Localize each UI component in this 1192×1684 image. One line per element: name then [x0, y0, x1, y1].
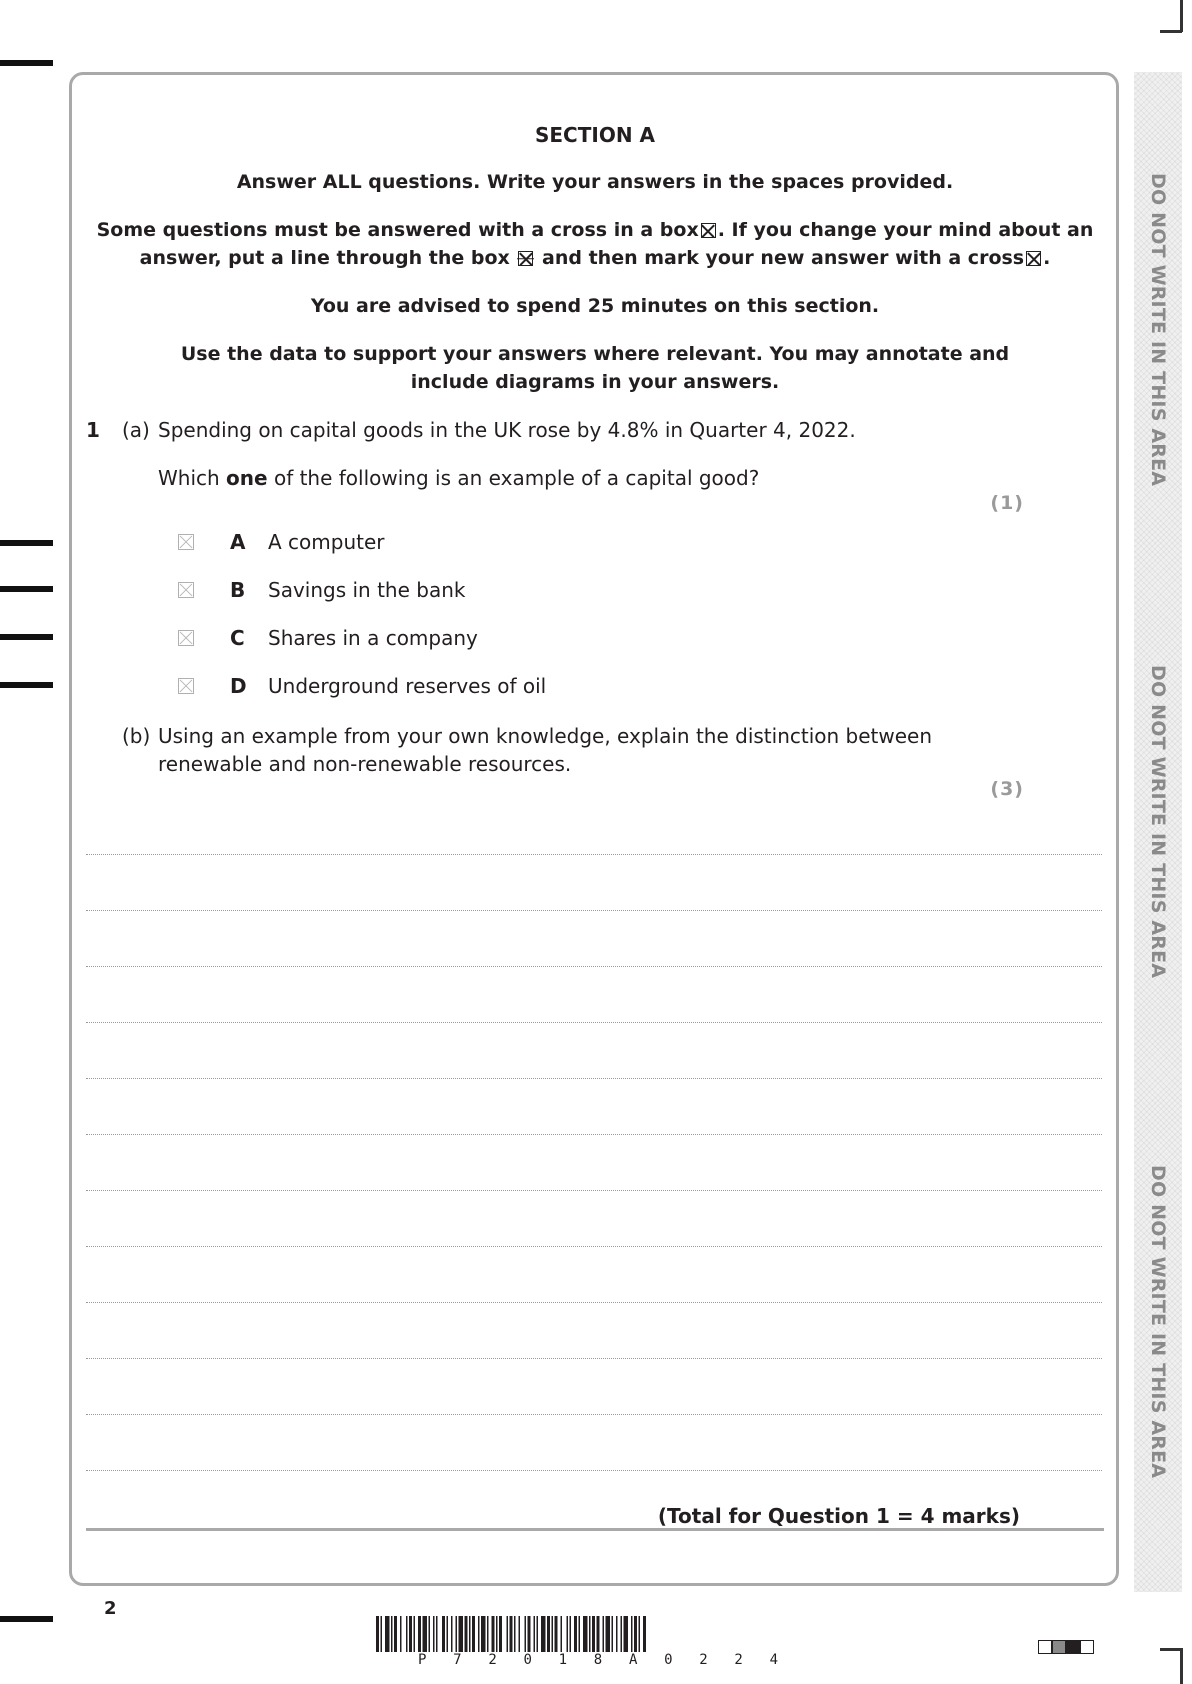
barcode-bar	[510, 1616, 513, 1652]
barcode-bar	[583, 1616, 588, 1652]
crossed-box-icon	[701, 223, 716, 238]
crop-mark-bottom-h	[1160, 1648, 1182, 1651]
barcode-bar	[418, 1616, 421, 1652]
barcode-digit: 0	[523, 1652, 532, 1668]
barcode-bar	[507, 1616, 509, 1652]
instruction-answer-all: Answer ALL questions. Write your answers in the spaces provided.	[236, 171, 954, 193]
option-d-text: Underground reserves of oil	[268, 674, 547, 698]
code-box	[1066, 1640, 1080, 1654]
barcode-bar	[442, 1616, 445, 1652]
barcode-bar	[589, 1616, 591, 1652]
answer-line[interactable]	[86, 910, 1102, 911]
answer-line[interactable]	[86, 1414, 1102, 1415]
barcode-bar	[436, 1616, 438, 1652]
barcode-bar	[525, 1616, 527, 1652]
barcode-bar	[561, 1616, 563, 1652]
section-title: SECTION A	[534, 123, 655, 147]
barcode-bar	[579, 1616, 581, 1652]
barcode-bar	[487, 1616, 489, 1652]
part-b-label: (b)	[122, 724, 151, 748]
barcode-digit: P	[418, 1652, 427, 1668]
crossed-box-icon	[1026, 251, 1041, 266]
barcode-bar	[499, 1616, 502, 1652]
do-not-write-label: DO NOT WRITE IN THIS AREA	[1147, 1165, 1169, 1479]
answer-line[interactable]	[86, 1190, 1102, 1191]
instruction-text: Some questions must be answered with a cross in a box	[96, 219, 699, 241]
barcode-bar	[567, 1616, 569, 1652]
option-a-letter: A	[230, 530, 246, 554]
barcode-bar	[624, 1616, 629, 1652]
do-not-write-label: DO NOT WRITE IN THIS AREA	[1147, 173, 1169, 487]
barcode-digit: 2	[699, 1652, 708, 1668]
barcode-bar	[492, 1616, 495, 1652]
answer-line[interactable]	[86, 854, 1102, 855]
barcode-bar	[433, 1616, 435, 1652]
barcode-bar	[385, 1616, 390, 1652]
instruction-text: answer, put a line through the box	[139, 247, 510, 269]
part-a-stem: Spending on capital goods in the UK rose by 4.8% in Quarter 4, 2022.	[158, 418, 856, 442]
barcode-bar	[394, 1616, 397, 1652]
barcode	[376, 1616, 812, 1656]
barcode-bar	[465, 1616, 468, 1652]
code-box	[1038, 1640, 1052, 1654]
barcode-bar	[472, 1616, 475, 1652]
option-b-text: Savings in the bank	[268, 578, 466, 602]
barcode-bar	[574, 1616, 577, 1652]
answer-line[interactable]	[86, 1358, 1102, 1359]
barcode-bar	[376, 1616, 379, 1652]
instruction-cross-box	[90, 216, 1100, 272]
instruction-data-line1: Use the data to support your answers where relevant. You may annotate and	[180, 343, 1010, 365]
prompt-emphasis: one	[226, 466, 268, 490]
barcode-bar	[639, 1616, 641, 1652]
barcode-bar	[429, 1616, 431, 1652]
barcode-bar	[381, 1616, 383, 1652]
barcode-digit: 2	[734, 1652, 743, 1668]
barcode-bar	[616, 1616, 618, 1652]
option-c-text: Shares in a company	[268, 626, 478, 650]
barcode-bar	[643, 1616, 646, 1652]
barcode-bar	[391, 1616, 393, 1652]
edge-mark	[0, 540, 53, 546]
do-not-write-label: DO NOT WRITE IN THIS AREA	[1147, 665, 1169, 979]
barcode-digit: 7	[453, 1652, 462, 1668]
barcode-bar	[634, 1616, 637, 1652]
barcode-bar	[541, 1616, 546, 1652]
barcode-bar	[496, 1616, 498, 1652]
instruction-text: .	[1043, 247, 1051, 269]
barcode-bar	[621, 1616, 623, 1652]
barcode-bar	[409, 1616, 412, 1652]
barcode-bar	[451, 1616, 453, 1652]
do-not-write-margin	[1134, 72, 1182, 1592]
barcode-digit: 2	[488, 1652, 497, 1668]
barcode-bar	[400, 1616, 402, 1652]
instruction-time: You are advised to spend 25 minutes on this section.	[310, 295, 880, 317]
page-code-boxes	[1038, 1640, 1094, 1654]
option-b-checkbox[interactable]	[178, 582, 194, 598]
barcode-bar	[570, 1616, 572, 1652]
part-b-line1: Using an example from your own knowledge, explain the distinction between	[158, 724, 933, 748]
option-d-letter: D	[230, 674, 247, 698]
barcode-bar	[528, 1616, 531, 1652]
edge-mark	[0, 634, 53, 640]
barcode-digit: 0	[664, 1652, 673, 1668]
barcode-bar	[514, 1616, 516, 1652]
edge-mark	[0, 586, 53, 592]
barcode-bar	[481, 1616, 486, 1652]
barcode-digit: A	[628, 1652, 638, 1668]
option-d-checkbox[interactable]	[178, 678, 194, 694]
total-marks: (Total for Question 1 = 4 marks)	[657, 1504, 1020, 1528]
question-number: 1	[86, 418, 100, 442]
part-b-line2: renewable and non-renewable resources.	[158, 752, 572, 776]
answer-line[interactable]	[86, 1470, 1102, 1471]
part-a-marks: (1)	[990, 492, 1024, 514]
barcode-bar	[423, 1616, 428, 1652]
barcode-bar	[612, 1616, 614, 1652]
edge-mark	[0, 1616, 53, 1622]
answer-line[interactable]	[86, 1022, 1102, 1023]
barcode-bar	[606, 1616, 611, 1652]
instruction-text: and then mark your new answer with a cross	[542, 247, 1025, 269]
answer-line[interactable]	[86, 1246, 1102, 1247]
answer-line[interactable]	[86, 1078, 1102, 1079]
barcode-bar	[414, 1616, 416, 1652]
crop-mark-top	[1180, 0, 1183, 32]
barcode-bar	[547, 1616, 550, 1652]
part-a-label: (a)	[122, 418, 150, 442]
barcode-bar	[631, 1616, 633, 1652]
instruction-text: . If you change your mind about an	[717, 219, 1094, 241]
part-a-prompt	[158, 464, 759, 492]
barcode-digit: 4	[769, 1652, 778, 1668]
barcode-bar	[597, 1616, 600, 1652]
option-a-text: A computer	[268, 530, 385, 554]
edge-mark	[0, 682, 53, 688]
page-number: 2	[104, 1598, 117, 1619]
barcode-bar	[534, 1616, 536, 1652]
barcode-digit: 1	[558, 1652, 568, 1668]
crop-mark-bottom	[1180, 1648, 1183, 1684]
barcode-digit: 8	[593, 1652, 603, 1668]
option-a-checkbox[interactable]	[178, 534, 194, 550]
crop-mark-top-h	[1160, 30, 1182, 33]
option-c-checkbox[interactable]	[178, 630, 194, 646]
answer-line[interactable]	[86, 1302, 1102, 1303]
struck-box-icon	[518, 251, 533, 266]
prompt-text: Which	[158, 466, 227, 490]
barcode-digits	[418, 1652, 778, 1668]
answer-line[interactable]	[86, 1134, 1102, 1135]
code-box	[1080, 1640, 1094, 1654]
total-rule	[86, 1528, 1104, 1531]
barcode-bar	[537, 1616, 539, 1652]
prompt-text: of the following is an example of a capital good?	[267, 466, 760, 490]
instruction-data-line2: include diagrams in your answers.	[410, 371, 780, 393]
barcode-bar	[519, 1616, 521, 1652]
answer-line[interactable]	[86, 966, 1102, 967]
barcode-bar	[555, 1616, 558, 1652]
edge-mark	[0, 60, 53, 66]
code-box	[1052, 1640, 1066, 1654]
barcode-bar	[447, 1616, 449, 1652]
barcode-bar	[478, 1616, 480, 1652]
barcode-bar	[552, 1616, 554, 1652]
barcode-bar	[603, 1616, 605, 1652]
barcode-bar	[406, 1616, 408, 1652]
barcode-bar	[469, 1616, 471, 1652]
barcode-bar	[456, 1616, 458, 1652]
option-c-letter: C	[230, 626, 245, 650]
part-b-marks: (3)	[990, 778, 1024, 800]
barcode-bar	[592, 1616, 595, 1652]
barcode-bar	[459, 1616, 464, 1652]
option-b-letter: B	[230, 578, 246, 602]
